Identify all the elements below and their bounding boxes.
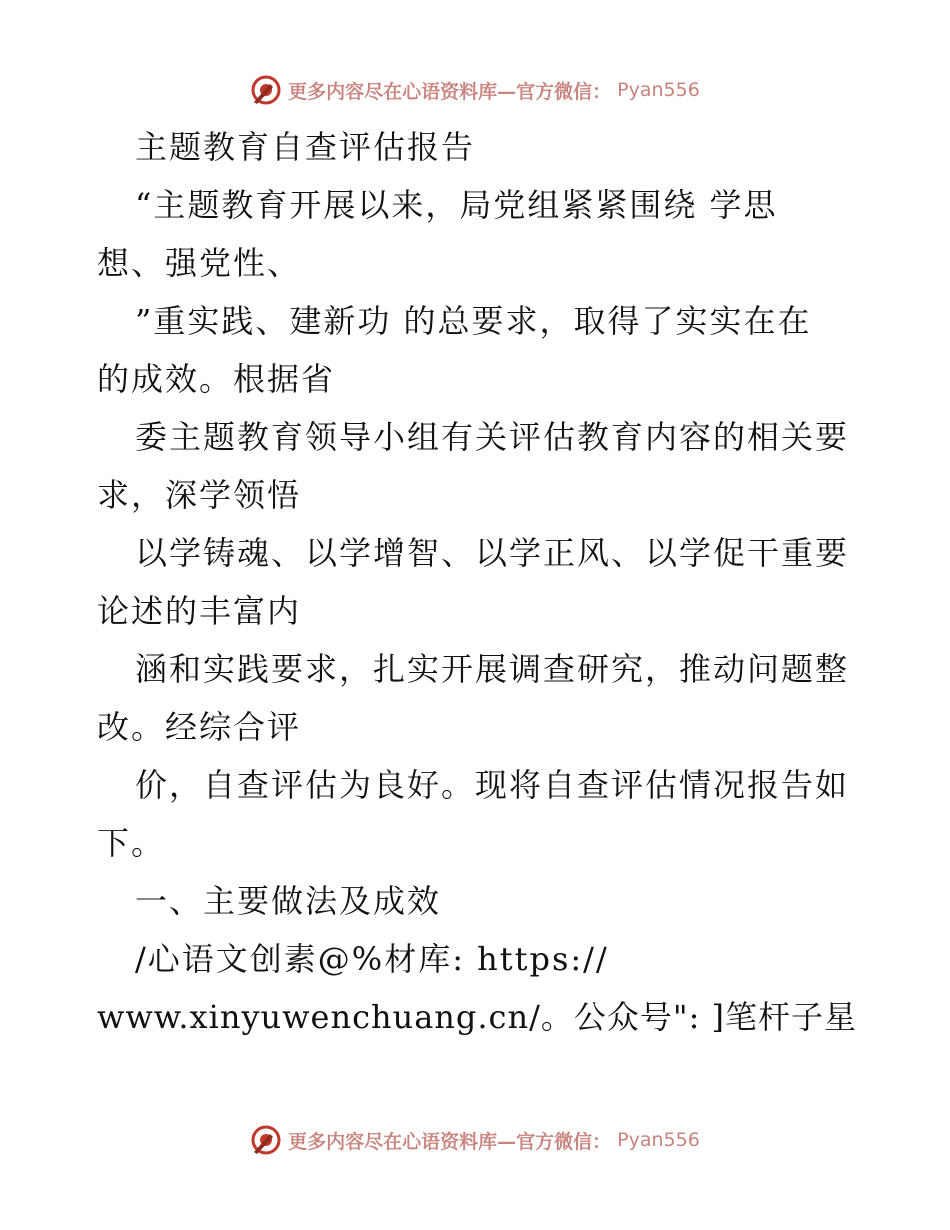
pen-logo-icon xyxy=(250,1124,282,1156)
paragraph-line: 涵和实践要求，扎实开展调查研究，推动问题整 xyxy=(135,650,850,688)
footer-wechat-id: Pyan556 xyxy=(617,1129,700,1151)
header-banner-text: 更多内容尽在心语资料库—官方微信： xyxy=(288,80,612,103)
footer-banner-text: 更多内容尽在心语资料库—官方微信： xyxy=(288,1130,612,1153)
paragraph-line: “主题教育开展以来，局党组紧紧围绕 学思 xyxy=(135,186,778,224)
paragraph-line: 的成效。根据省 xyxy=(97,360,336,398)
paragraph-line: 想、强党性、 xyxy=(97,244,302,282)
paragraph-line: 改。经综合评 xyxy=(97,708,302,746)
header-wechat-id: Pyan556 xyxy=(617,79,700,101)
section-heading: 一、主要做法及成效 xyxy=(135,882,442,920)
paragraph-line: ”重实践、建新功 的总要求，取得了实实在在 xyxy=(135,302,812,340)
paragraph-line: 以学铸魂、以学增智、以学正风、以学促干重要 xyxy=(135,534,850,572)
footer-banner xyxy=(0,1120,950,1160)
paragraph-line: www.xinyuwenchuang.cn/。公众号": ]笔杆子星 xyxy=(97,998,858,1036)
paragraph-line: 求，深学领悟 xyxy=(97,476,302,514)
paragraph-line: 下。 xyxy=(97,824,166,862)
document-title: 主题教育自查评估报告 xyxy=(135,128,476,166)
paragraph-line: /心语文创素@%材库: https:// xyxy=(135,940,609,978)
paragraph-line: 论述的丰富内 xyxy=(97,592,302,630)
paragraph-line: 委主题教育领导小组有关评估教育内容的相关要 xyxy=(135,418,850,456)
paragraph-line: 价，自查评估为良好。现将自查评估情况报告如 xyxy=(135,766,850,804)
